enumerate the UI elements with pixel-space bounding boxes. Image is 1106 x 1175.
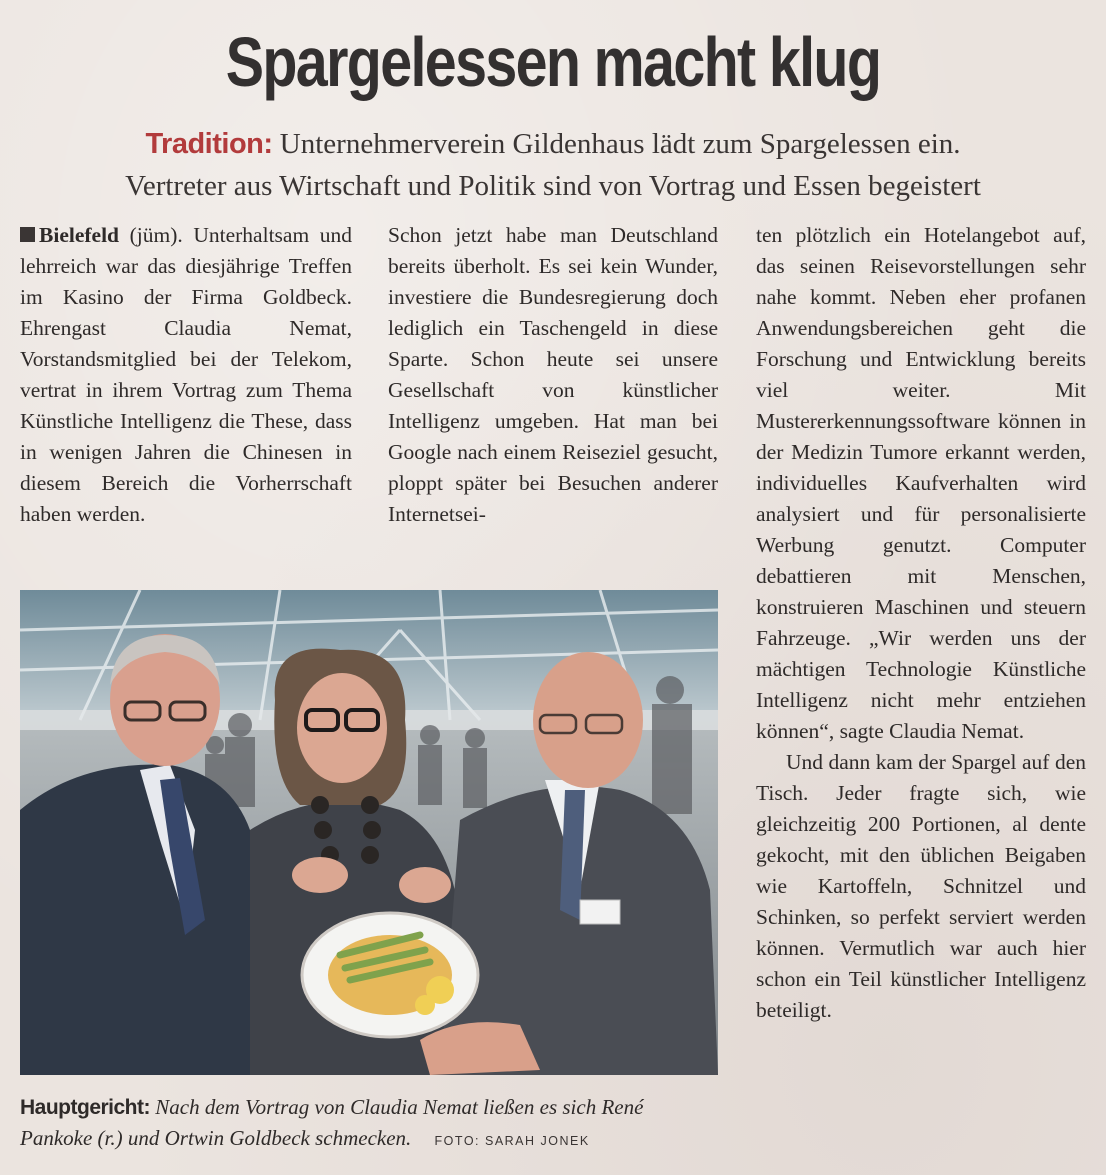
article-photo — [20, 590, 718, 1075]
dateline: Bielefeld — [39, 223, 120, 247]
column-1-text: Unterhaltsam und lehrreich war das diesjährige Treffen im Kasino der Firma Goldbeck. Ehrengast Claudia Nemat, Vorstandsmitglied bei der Telekom, vertrat in ihrem Vortrag zum Thema Künstliche Intelligenz die These, dass in wenigen Jahren die Chinesen in diesem Bereich die Vorherrschaft haben werden. — [20, 223, 353, 526]
article-column-1 — [20, 220, 352, 530]
column-3-text: ten plötzlich ein Hotelangebot auf, das seinen Reisevorstellungen sehr nahe kommt. Neben eher profanen Anwendungsbereichen geht die Forschung und Entwicklung bereits viel weiter. Mit Mustererkennungssoftware können in der Medizin Tumore erkannt werden, individuelles Kaufverhalten wird analysiert und für personalisierte Werbung genutzt. Computer debattieren mit Menschen, konstruieren Maschinen und steuern Fahrzeuge. „Wir werden uns der mächtigen Technologie Künstliche Intelligenz nicht mehr entziehen können“, sagte Claudia Nemat. — [756, 223, 1086, 743]
subheadline-line-1 — [0, 126, 1106, 162]
subheadline-text-1: Unternehmerverein Gildenhaus lädt zum Spargelessen ein. — [279, 128, 961, 160]
photo-credit: FOTO: SARAH JONEK — [434, 1134, 590, 1148]
subheadline-kicker: Tradition: — [145, 128, 273, 160]
subheadline-line-2: Vertreter aus Wirtschaft und Politik sind von Vortrag und Essen begeistert — [125, 170, 981, 202]
column-2-text: Schon jetzt habe man Deutschland bereits überholt. Es sei kein Wunder, investiere die Bundesregierung doch lediglich ein Taschengeld in diese Sparte. Schon heute sei unsere Gesellschaft von künstlicher Intelligenz umgeben. Hat man bei Google nach einem Reiseziel gesucht, ploppt später bei Besuchen anderer Internetsei- — [388, 223, 718, 526]
headline: Spargelessen macht klug — [225, 23, 881, 101]
caption-text: Nach dem Vortrag von Claudia Nemat ließen es sich René Pankoke (r.) und Ortwin Goldbeck schmecken. — [20, 1095, 644, 1150]
dateline-square-icon — [20, 227, 35, 242]
caption-label: Hauptgericht: — [20, 1096, 150, 1119]
photo-illustration — [20, 590, 718, 1075]
article-column-2 — [388, 220, 718, 530]
column-3-paragraph-2: Und dann kam der Spargel auf den Tisch. Jeder fragte sich, wie gleichzeitig 200 Portionen, al dente gekocht, mit den üblichen Beigaben wie Kartoffeln, Schnitzel und Schinken, so perfekt serviert werden können. Vermutlich war auch hier schon ein Teil künstlicher Intelligenz beteiligt. — [756, 750, 1086, 1022]
author-initials: (jüm). — [129, 223, 183, 247]
photo-caption — [20, 1092, 720, 1157]
article-column-3 — [756, 220, 1086, 1026]
